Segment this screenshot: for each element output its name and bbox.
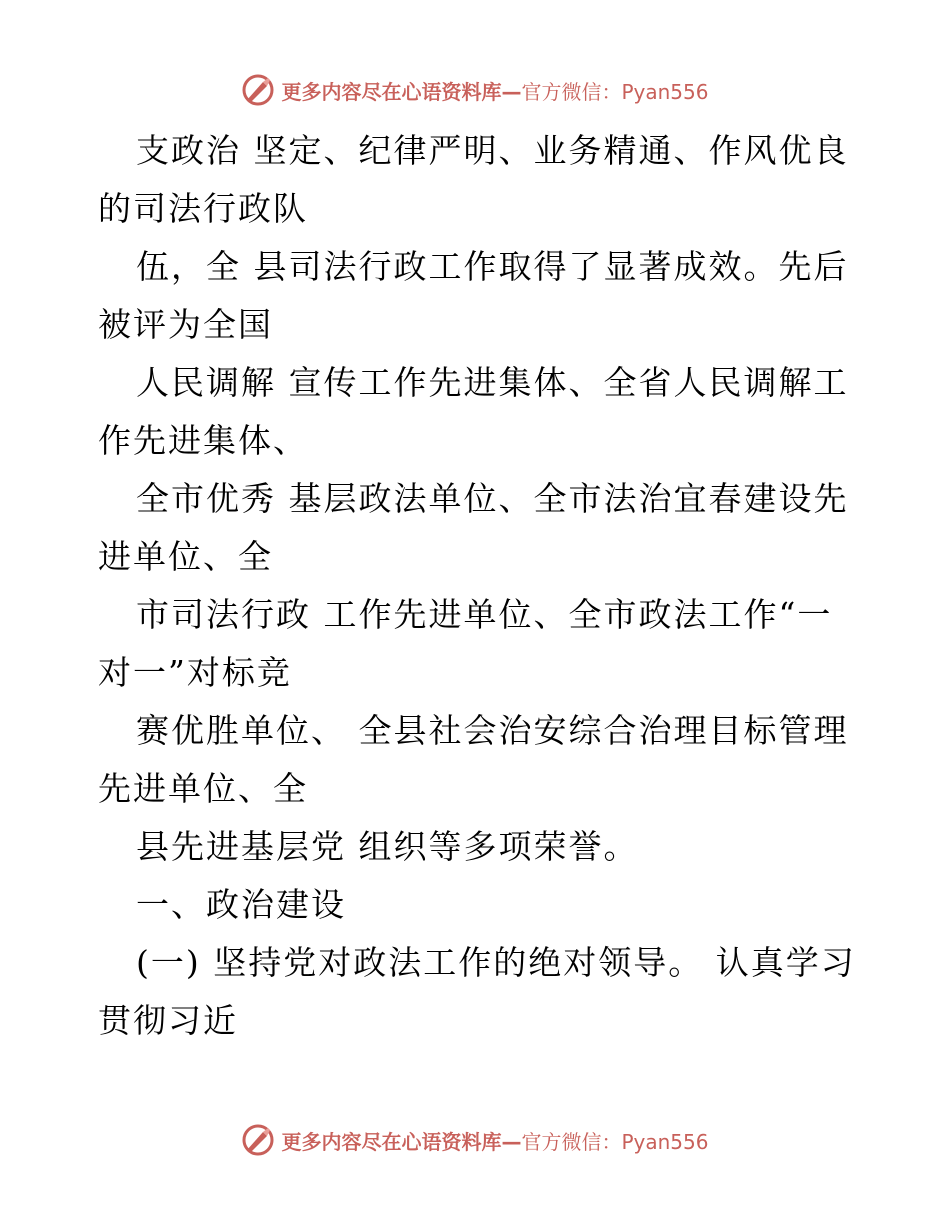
pen-logo-icon: [241, 1123, 275, 1157]
document-body: [98, 122, 856, 1050]
text-line: 被评为全国: [98, 305, 273, 344]
text-line: 的司法行政队: [98, 189, 308, 228]
text-line: 先进单位、全: [98, 769, 308, 808]
banner-text: [281, 76, 708, 105]
banner-wechat-text: 官方微信：Pyan556: [521, 1129, 709, 1154]
text-line: 进单位、全: [98, 537, 273, 576]
banner-main-text: 更多内容尽在心语资料库: [281, 1129, 502, 1154]
text-line: 县先进基层党 组织等多项荣誉。: [136, 827, 639, 866]
text-line: 全市优秀 基层政法单位、全市法治宜春建设先: [136, 479, 849, 518]
text-line: 对一”对标竞: [98, 653, 292, 692]
footer-banner: [0, 1120, 950, 1160]
text-line: 贯彻习近: [98, 1001, 238, 1040]
text-line: 市司法行政 工作先进单位、全市政法工作“一: [136, 595, 833, 634]
banner-wechat-text: 官方微信：Pyan556: [521, 79, 709, 104]
text-line: 伍，全 县司法行政工作取得了显著成效。先后: [136, 247, 849, 286]
banner-dash: —: [501, 1129, 522, 1154]
text-line: 支政治 坚定、纪律严明、业务精通、作风优良: [136, 131, 849, 170]
banner-main-text: 更多内容尽在心语资料库: [281, 79, 502, 104]
header-banner: [0, 70, 950, 110]
banner-text: [281, 1126, 708, 1155]
text-line: 作先进集体、: [98, 421, 308, 460]
text-line: 赛优胜单位、 全县社会治安综合治理目标管理: [136, 711, 849, 750]
text-line: (一) 坚持党对政法工作的绝对领导。 认真学习: [136, 943, 856, 982]
pen-logo-icon: [241, 73, 275, 107]
section-heading: 一、政治建设: [136, 885, 346, 924]
banner-dash: —: [501, 79, 522, 104]
text-line: 人民调解 宣传工作先进集体、全省人民调解工: [136, 363, 849, 402]
